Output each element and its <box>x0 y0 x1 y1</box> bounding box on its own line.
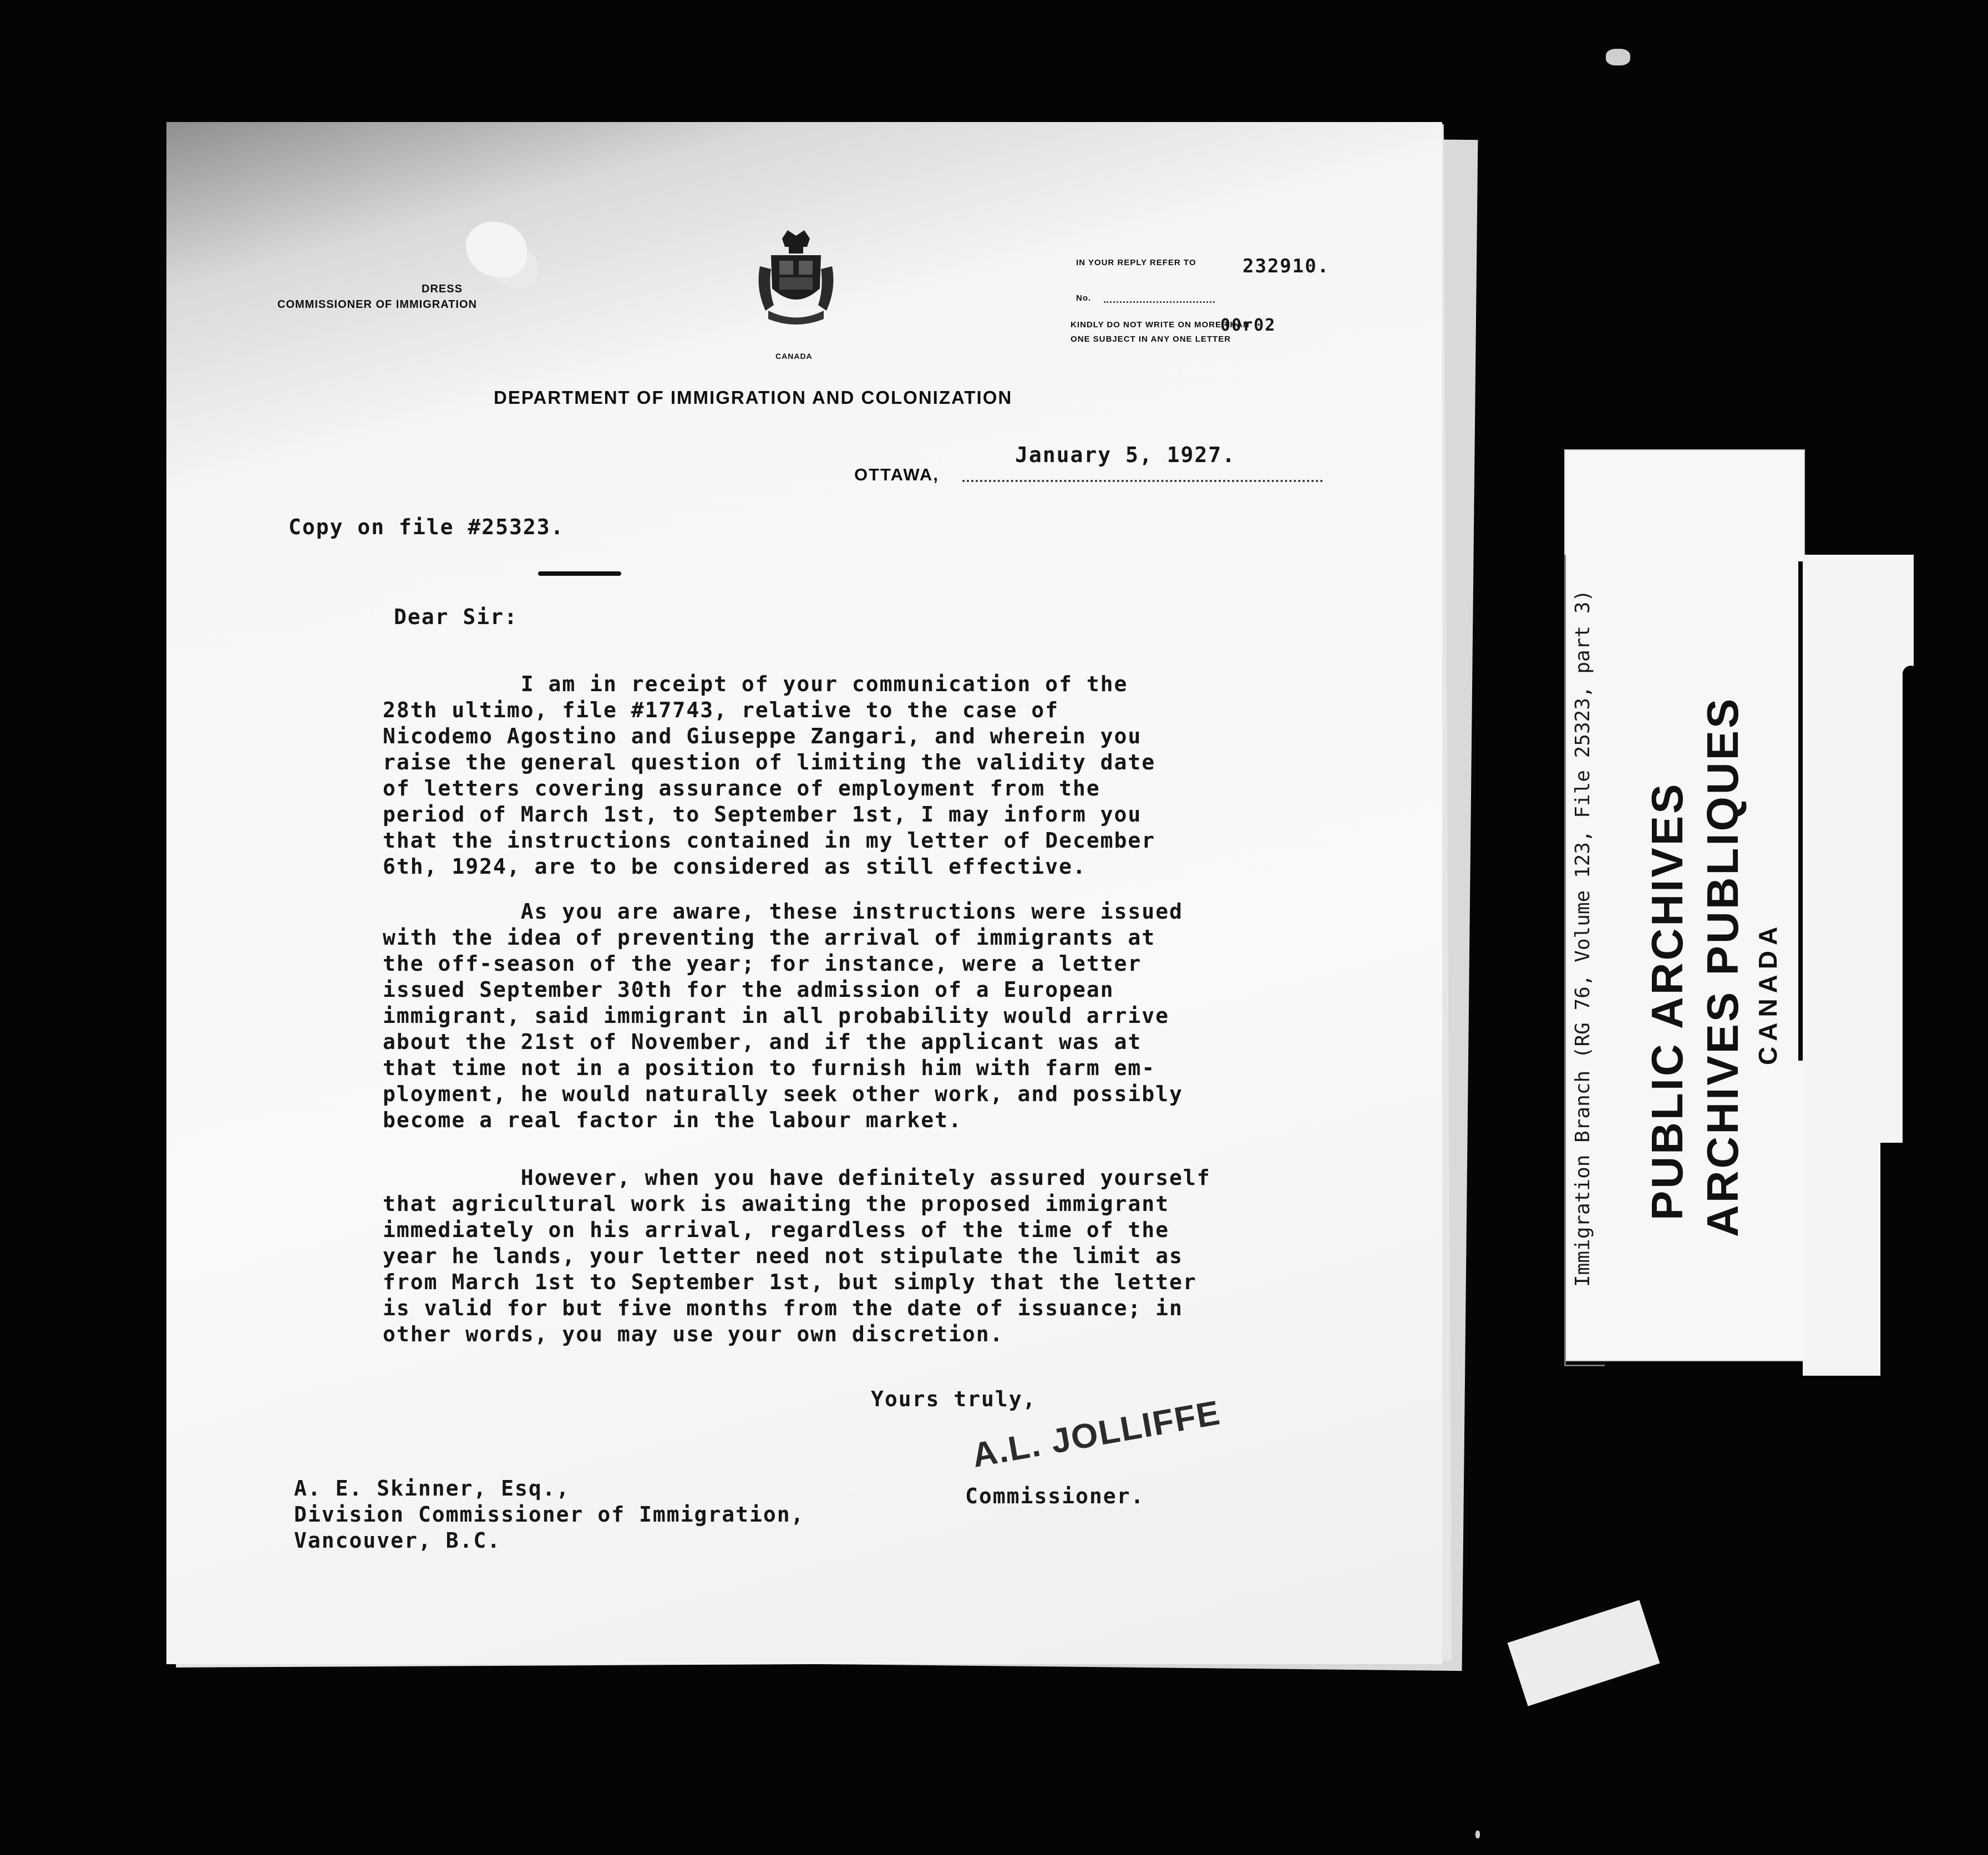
date-dotted-line <box>962 480 1323 482</box>
card-notch <box>1880 1143 1914 1376</box>
archive-line-2: ARCHIVES PUBLIQUES <box>1698 696 1747 1237</box>
letter-date: January 5, 1927. <box>1015 443 1236 467</box>
recipient-address: A. E. Skinner, Esq., Division Commissioner of Immigration, Vancouver, B.C. <box>294 1476 805 1553</box>
body-paragraph-2: As you are aware, these instructions were issued with the idea of preventing the arrival of immigrants at the off-season of the year; for instance, were a letter issued September 30th for the admission of a European immigrant, said immigrant in all probability would arrive about the 21st of November, and if the applicant was at that time not in a position to furnish him with farm em- ployment, he would naturally seek other work, and possibly become a real factor in the labour market. <box>383 899 1183 1132</box>
film-speck <box>1475 1831 1480 1838</box>
commissioner-line: COMMISSIONER OF IMMIGRATION <box>277 298 477 311</box>
archive-line-1: PUBLIC ARCHIVES <box>1642 782 1692 1220</box>
film-speck <box>1606 49 1630 65</box>
torn-paper-mark <box>466 222 527 277</box>
no-label: No. <box>1076 293 1092 303</box>
place-label: OTTAWA, <box>854 465 939 484</box>
no-dotted-line <box>1104 301 1215 303</box>
reply-reference-block <box>1071 255 1330 344</box>
archive-line-3: CANADA <box>1753 921 1782 1065</box>
salutation: Dear Sir: <box>394 605 518 629</box>
file-reference: Immigration Branch (RG 76, Volume 123, File 25323, part 3) <box>1571 589 1594 1287</box>
underline-mark <box>538 571 621 576</box>
body-paragraph-1: I am in receipt of your communication of the 28th ultimo, file #17743, relative to the case of Nicodemo Agostino and Giuseppe Zangari, and wherein you raise the general question of limiting the validity date of letters covering assurance of employment from the period of March 1st, to September 1st, I may inform you that the instructions contained in my letter of December 6th, 1924, are to be considered as still effective. <box>383 672 1156 879</box>
crest-label: CANADA <box>775 352 813 361</box>
card-edge <box>1903 666 1919 1193</box>
letter-page <box>166 122 1442 1664</box>
copy-on-file: Copy on file #25323. <box>288 515 565 539</box>
signature-stamp: A.L. JOLLIFFE <box>969 1393 1224 1475</box>
reply-ref-label: IN YOUR REPLY REFER TO <box>1076 258 1196 267</box>
body-paragraph-3: However, when you have definitely assured yourself that agricultural work is awaiting the proposed immigrant immediately on his arrival, regardless of the time of the year he lands, your letter need not stipulate the limit as from March 1st to September 1st, but simply that the letter is valid for but five months from the date of issuance; in other words, you may use your own discretion. <box>383 1165 1211 1346</box>
department-title: DEPARTMENT OF IMMIGRATION AND COLONIZATION <box>494 387 1013 408</box>
kindly-line-1: KINDLY DO NOT WRITE ON MORE THAN <box>1071 320 1250 330</box>
reply-ref-number: 232910. <box>1242 255 1330 277</box>
kindly-line-2: ONE SUBJECT IN ANY ONE LETTER <box>1071 334 1231 344</box>
no-value: 00r02 <box>1220 316 1276 335</box>
paper-corner <box>1508 1600 1660 1706</box>
closing: Yours truly, <box>871 1387 1037 1411</box>
address-heading: DRESS <box>422 283 463 295</box>
signatory-title: Commissioner. <box>965 1484 1145 1508</box>
archive-label-tab <box>1803 555 1914 1376</box>
canada-crest-icon <box>754 227 838 327</box>
